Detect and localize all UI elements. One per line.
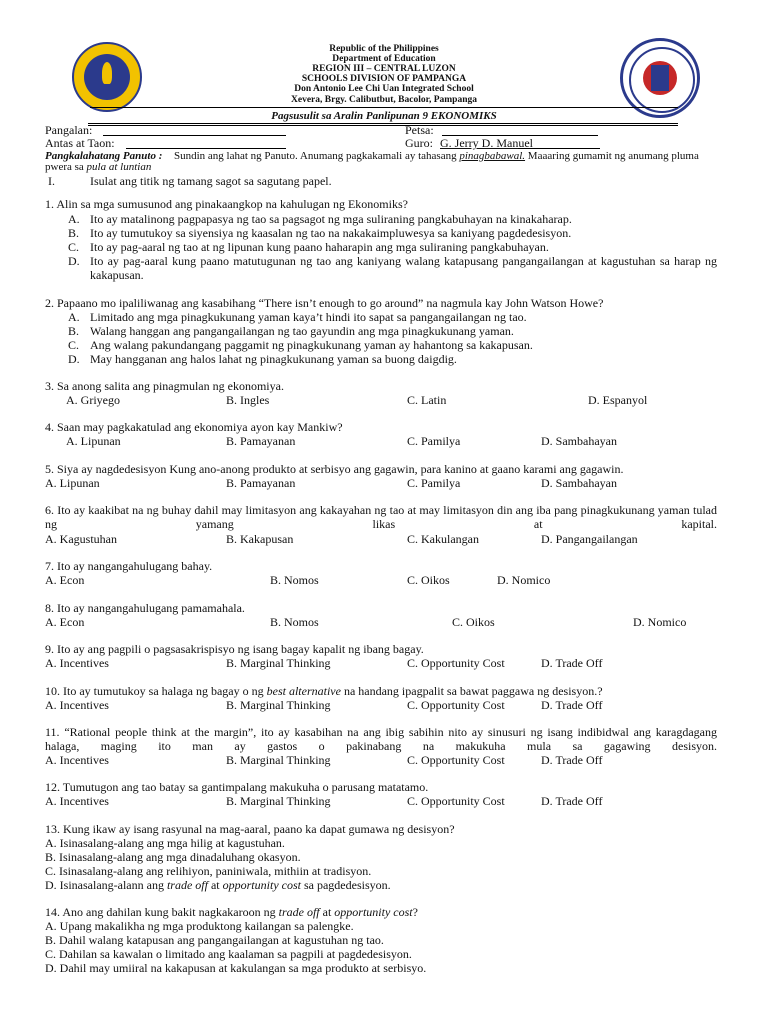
option-text: D. Trade Off [541, 656, 603, 670]
question-stem: 5. Siya ay nagdedesisyon Kung ano-anong produkto at serbisyo ang gagawin, para kanino at gaano karami ang gagawin. [45, 462, 624, 476]
option-text: C. Oikos [452, 615, 495, 629]
instructions-label: Pangkalahatang Panuto : [45, 150, 163, 162]
option-text: D. Dahil may umiiral na kakapusan at kakulangan sa mga produkto at serbisyo. [45, 961, 427, 975]
question-stem: 13. Kung ikaw ay isang rasyunal na mag-aaral, paano ka dapat gumawa ng desisyon? [45, 822, 455, 836]
deped-seal-icon [620, 38, 700, 118]
school-seal-icon [72, 42, 142, 112]
section-instruction: Isulat ang titik ng tamang sagot sa sagutang papel. [90, 174, 332, 188]
question-stem: 10. Ito ay tumutukoy sa halaga ng bagay o ng best alternative na handang ipagpalit sa bawat paggawa ng desisyon.? [45, 684, 603, 698]
option-text: D. Trade Off [541, 794, 603, 808]
date-label: Petsa: [405, 123, 434, 137]
option-text: B. Pamayanan [226, 434, 296, 448]
option-text: D. Sambahayan [541, 476, 617, 490]
instructions-text: Sundin ang lahat ng Panuto. Anumang pagkakamali ay tahasang pinagbabawal. Maaaring gumamit ng anumang pluma [174, 150, 699, 162]
option-text: C. Isinasalang-alang ang relihiyon, paniniwala, mithiin at tradisyon. [45, 864, 372, 878]
section-numeral: I. [48, 174, 55, 188]
question-stem: 1. Alin sa mga sumusunod ang pinakaangkop na kahulugan ng Ekonomiks? [45, 197, 408, 211]
option-letter: C. [68, 338, 80, 352]
option-text: D. Trade Off [541, 698, 603, 712]
option-text: A. Lipunan [45, 476, 100, 490]
option-text: C. Opportunity Cost [407, 656, 505, 670]
option-text: D. Sambahayan [541, 434, 617, 448]
option-letter: D. [68, 254, 80, 268]
exam-title: Pagsusulit sa Aralin Panlipunan 9 EKONOMIKS [271, 110, 497, 122]
header-line-6: Xevera, Brgy. Calibutbut, Bacolor, Pampanga [291, 95, 477, 105]
option-letter: A. [68, 310, 80, 324]
option-text: B. Pamayanan [226, 476, 296, 490]
option-text: Limitado ang mga pinagkukunang yaman kaya’t hindi ito sapat sa pangangailangan ng tao. [90, 310, 527, 324]
question-stem: 4. Saan may pagkakatulad ang ekonomiya ayon kay Mankiw? [45, 420, 343, 434]
option-text: C. Pamilya [407, 434, 461, 448]
option-text: A. Econ [45, 615, 85, 629]
option-text: A. Kagustuhan [45, 532, 117, 546]
option-text: A. Upang makalikha ng mga produktong kailangan sa palengke. [45, 919, 354, 933]
option-text: A. Incentives [45, 753, 109, 767]
header-line-1: Republic of the Philippines [329, 44, 439, 54]
option-text: A. Incentives [45, 656, 109, 670]
option-text: D. Nomico [633, 615, 687, 629]
option-text: B. Ingles [226, 393, 270, 407]
question-stem: 2. Papaano mo ipaliliwanag ang kasabihang “There isn’t enough to go around” na nagmula kay John Watson Howe? [45, 296, 604, 310]
option-text: B. Marginal Thinking [226, 656, 331, 670]
option-text: B. Nomos [270, 615, 319, 629]
header-divider [90, 107, 678, 108]
question-stem: 14. Ano ang dahilan kung bakit nagkakaroon ng trade off at opportunity cost? [45, 905, 418, 919]
option-text: D. Pangangailangan [541, 532, 638, 546]
option-letter: C. [68, 240, 80, 254]
option-text: C. Latin [407, 393, 447, 407]
teacher-value: G. Jerry D. Manuel [440, 136, 533, 150]
header-line-4: SCHOOLS DIVISION OF PAMPANGA [301, 74, 467, 84]
option-text: D. Espanyol [588, 393, 648, 407]
grade-label: Antas at Taon: [45, 136, 115, 150]
option-text: Ang walang pakundangang paggamit ng pinagkukunang yaman ay hahantong sa kakapusan. [90, 338, 533, 352]
option-letter: A. [68, 212, 80, 226]
question-stem: 12. Tumutugon ang tao batay sa gantimpalang makukuha o parusang matatamo. [45, 780, 429, 794]
option-text: C. Opportunity Cost [407, 753, 505, 767]
teacher-label: Guro: [405, 136, 433, 150]
option-text: B. Nomos [270, 573, 319, 587]
option-text: C. Dahilan sa kawalan o limitado ang kaalaman sa pagpili at pagdedesisyon. [45, 947, 412, 961]
question-stem: 9. Ito ay ang pagpili o pagsasakrispisyo ng isang bagay kapalit ng ibang bagay. [45, 642, 424, 656]
option-text: D. Isinasalang-alann ang trade off at opportunity cost sa pagdedesisyon. [45, 878, 391, 892]
option-text: B. Dahil walang katapusan ang pangangailangan at kagustuhan ng tao. [45, 933, 384, 947]
option-text: A. Isinasalang-alang ang mga hilig at kagustuhan. [45, 836, 285, 850]
option-text: A. Griyego [66, 393, 120, 407]
title-divider [88, 123, 678, 126]
header-line-5: Don Antonio Lee Chi Uan Integrated School [294, 84, 474, 94]
option-letter: B. [68, 226, 80, 240]
option-text: A. Econ [45, 573, 85, 587]
option-text: B. Isinasalang-alang ang mga dinadaluhang okasyon. [45, 850, 301, 864]
option-text: May hangganan ang halos lahat ng pinagkukunang yaman sa buong daigdig. [90, 352, 457, 366]
option-text: Ito ay matalinong pagpapasya ng tao sa pagsagot ng mga suliraning pangkabuhayan na kinakaharap. [90, 212, 572, 226]
header-line-3: REGION III – CENTRAL LUZON [312, 64, 456, 74]
option-text: D. Nomico [497, 573, 551, 587]
option-text: Ito ay tumutukoy sa siyensiya ng kaasalan ng tao na nakakaimpluwesya sa kaniyang pagdedesisyon. [90, 226, 572, 240]
instructions-line-2: pwera sa pula at luntian [45, 161, 152, 173]
option-text: C. Opportunity Cost [407, 698, 505, 712]
option-text: A. Lipunan [66, 434, 121, 448]
option-text: B. Marginal Thinking [226, 794, 331, 808]
option-text: C. Pamilya [407, 476, 461, 490]
option-text: C. Kakulangan [407, 532, 479, 546]
option-text: B. Marginal Thinking [226, 698, 331, 712]
name-label: Pangalan: [45, 123, 93, 137]
teacher-field-line [518, 148, 600, 149]
option-text: A. Incentives [45, 698, 109, 712]
question-stem: 3. Sa anong salita ang pinagmulan ng ekonomiya. [45, 379, 284, 393]
option-text: C. Oikos [407, 573, 450, 587]
option-text: Ito ay pag-aaral ng tao at ng lipunan kung paano haharapin ang mga suliraning pangkabuhayan. [90, 240, 549, 254]
option-letter: D. [68, 352, 80, 366]
option-text: B. Marginal Thinking [226, 753, 331, 767]
option-text: D. Trade Off [541, 753, 603, 767]
header-line-2: Department of Education [332, 54, 436, 64]
question-stem: 7. Ito ay nangangahulugang bahay. [45, 559, 213, 573]
option-letter: B. [68, 324, 80, 338]
question-stem: 6. Ito ay kaakibat na ng buhay dahil may limitasyon ang kakayahan ng tao at may limitasyon din ang iba pang pinagkukunang yaman tulad ng yamang likas at kapital. [45, 504, 717, 531]
grade-field[interactable] [126, 148, 286, 149]
option-text: B. Kakapusan [226, 532, 294, 546]
option-text: Walang hanggan ang pangangailangan ng tao gayundin ang mga pinagkukunang yaman. [90, 324, 514, 338]
name-field[interactable] [103, 135, 286, 136]
option-text: A. Incentives [45, 794, 109, 808]
question-stem: 11. “Rational people think at the margin”, ito ay kasabihan na ang ibig sabihin nito ay sinusuri ng isang indibidwal ang karagdagang halaga, maging ito man ay gastos o pakinabang na makukuha mula sa gagawing desisyon. [45, 726, 717, 753]
option-text: C. Opportunity Cost [407, 794, 505, 808]
question-stem: 8. Ito ay nangangahulugang pamamahala. [45, 601, 245, 615]
instructions-emphasis: pinagbabawal. [459, 150, 526, 162]
option-text: Ito ay pag-aaral kung paano matutugunan ng tao ang kaniyang walang katapusang pangangailangan at kagustuhan sa harap ng kakapusan. [90, 255, 717, 282]
